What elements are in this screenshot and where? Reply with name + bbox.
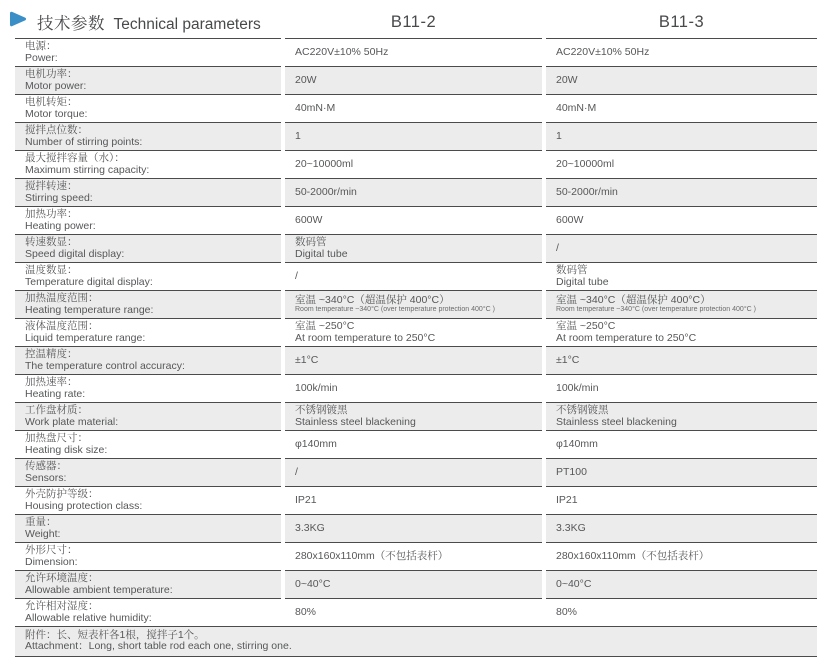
- param-label-en: Heating disk size:: [25, 443, 108, 456]
- value-line: Room temperature ~340°C (over temperature protection 400°C ): [295, 306, 495, 314]
- param-label-zh: 传感器：: [25, 460, 67, 472]
- value-cell-b11-2: [285, 458, 542, 486]
- value-cell-b11-2: [285, 206, 542, 234]
- value-line: 20~10000ml: [556, 157, 615, 170]
- value-cell-b11-2: [285, 402, 542, 430]
- value-line: 40mN·M: [556, 101, 597, 114]
- param-label-en: Housing protection class:: [25, 499, 143, 512]
- param-label-en: Temperature digital display:: [25, 275, 153, 288]
- value-cell-b11-3: [546, 402, 817, 430]
- param-label-zh: 最大搅拌容量（水）：: [25, 152, 125, 164]
- value-line: 室温 ~250°C: [556, 320, 616, 332]
- value-line: 20W: [295, 73, 317, 86]
- value-line: IP21: [295, 493, 317, 506]
- value-line: 1: [556, 129, 562, 142]
- value-line: 0~40°C: [556, 577, 592, 590]
- param-label-cell: [15, 598, 281, 626]
- value-line: 20~10000ml: [295, 157, 354, 170]
- value-line: φ140mm: [556, 437, 598, 450]
- section-title: [15, 10, 281, 34]
- param-label-en: Motor torque:: [25, 107, 88, 120]
- value-line: 3.3KG: [295, 521, 325, 534]
- value-line: Room temperature ~340°C (over temperature protection 400°C ): [556, 306, 756, 314]
- value-line: 数码管: [295, 236, 327, 248]
- value-line: 室温 ~340°C（超温保护 400°C）: [295, 293, 450, 306]
- param-label-en: Allowable ambient temperature:: [25, 583, 173, 596]
- value-cell-b11-2: [285, 542, 542, 570]
- param-label-en: Heating rate:: [25, 387, 86, 400]
- value-cell-b11-2: [285, 178, 542, 206]
- value-cell-b11-2: [285, 318, 542, 346]
- value-line: 1: [295, 129, 301, 142]
- value-cell-b11-2: [285, 570, 542, 598]
- param-label-en: Liquid temperature range:: [25, 331, 146, 344]
- param-label-en: Weight:: [25, 527, 61, 540]
- param-label-en: Motor power:: [25, 79, 87, 92]
- value-line: At room temperature to 250°C: [556, 331, 697, 344]
- param-label-en: Speed digital display:: [25, 247, 125, 260]
- value-cell-b11-2: [285, 122, 542, 150]
- value-line: 100k/min: [556, 381, 599, 394]
- value-line: 80%: [295, 605, 317, 618]
- param-label-zh: 转速数显：: [25, 236, 78, 248]
- param-label-cell: [15, 94, 281, 122]
- value-cell-b11-3: [546, 290, 817, 318]
- value-cell-b11-3: [546, 374, 817, 402]
- section-title-zh: 技术参数: [37, 15, 105, 33]
- param-label-en: Dimension:: [25, 555, 78, 568]
- param-label-zh: 允许相对湿度：: [25, 600, 99, 612]
- value-line: 室温 ~340°C（超温保护 400°C）: [556, 293, 711, 306]
- param-label-cell: [15, 122, 281, 150]
- param-label-cell: [15, 458, 281, 486]
- value-cell-b11-3: [546, 66, 817, 94]
- param-label-cell: [15, 178, 281, 206]
- param-label-zh: 电机转矩：: [25, 96, 78, 108]
- value-cell-b11-3: [546, 486, 817, 514]
- value-cell-b11-2: [285, 290, 542, 318]
- param-label-zh: 允许环境温度：: [25, 572, 99, 584]
- param-label-en: The temperature control accuracy:: [25, 359, 185, 372]
- param-label-cell: [15, 486, 281, 514]
- value-cell-b11-3: [546, 458, 817, 486]
- value-cell-b11-3: [546, 122, 817, 150]
- param-label-zh: 工作盘材质：: [25, 404, 88, 416]
- param-label-cell: [15, 514, 281, 542]
- value-cell-b11-3: [546, 430, 817, 458]
- value-cell-b11-2: [285, 486, 542, 514]
- value-cell-b11-3: [546, 178, 817, 206]
- value-cell-b11-3: [546, 346, 817, 374]
- value-line: 不锈钢镀黑: [295, 404, 348, 416]
- value-cell-b11-2: [285, 430, 542, 458]
- value-cell-b11-3: [546, 514, 817, 542]
- value-cell-b11-2: [285, 94, 542, 122]
- param-label-zh: 电源：: [25, 40, 57, 52]
- value-line: φ140mm: [295, 437, 337, 450]
- param-label-zh: 外形尺寸：: [25, 544, 78, 556]
- value-cell-b11-3: [546, 38, 817, 66]
- value-cell-b11-2: [285, 66, 542, 94]
- value-line: Stainless steel blackening: [295, 415, 416, 428]
- param-label-cell: [15, 318, 281, 346]
- value-line: ±1°C: [556, 353, 580, 366]
- value-line: 600W: [295, 213, 323, 226]
- value-line: /: [295, 465, 298, 478]
- value-cell-b11-2: [285, 150, 542, 178]
- param-label-zh: 搅拌点位数：: [25, 124, 88, 136]
- value-cell-b11-2: [285, 374, 542, 402]
- value-line: /: [556, 241, 559, 254]
- value-cell-b11-3: [546, 570, 817, 598]
- value-cell-b11-2: [285, 598, 542, 626]
- column-header-b11-3: B11-3: [658, 12, 705, 31]
- play-arrow-icon: [9, 11, 27, 32]
- value-cell-b11-3: [546, 542, 817, 570]
- param-label-en: Number of stirring points:: [25, 135, 143, 148]
- value-line: AC220V±10% 50Hz: [556, 45, 650, 58]
- value-cell-b11-3: [546, 598, 817, 626]
- param-label-zh: 加热速率：: [25, 376, 78, 388]
- value-line: Digital tube: [556, 275, 609, 288]
- value-line: 室温 ~250°C: [295, 320, 355, 332]
- param-label-cell: [15, 402, 281, 430]
- param-label-zh: 电机功率：: [25, 68, 78, 80]
- value-line: 数码管: [556, 264, 588, 276]
- param-label-en: Stirring speed:: [25, 191, 93, 204]
- param-label-cell: [15, 234, 281, 262]
- param-label-cell: [15, 430, 281, 458]
- param-label-zh: 温度数显：: [25, 264, 78, 276]
- param-label-cell: [15, 38, 281, 66]
- param-label-zh: 搅拌转速：: [25, 180, 78, 192]
- param-label-en: Heating power:: [25, 219, 96, 232]
- value-cell-b11-3: [546, 234, 817, 262]
- value-line: AC220V±10% 50Hz: [295, 45, 389, 58]
- value-cell-b11-3: [546, 262, 817, 290]
- param-label-cell: [15, 374, 281, 402]
- value-line: Digital tube: [295, 247, 348, 260]
- section-title-en: Technical parameters: [113, 16, 261, 33]
- param-label-cell: [15, 150, 281, 178]
- value-line: 600W: [556, 213, 584, 226]
- value-cell-b11-2: [285, 346, 542, 374]
- param-label-cell: [15, 346, 281, 374]
- value-line: Stainless steel blackening: [556, 415, 677, 428]
- param-label-en: Heating temperature range:: [25, 303, 154, 316]
- value-line: 50-2000r/min: [556, 185, 618, 198]
- param-label-en: Work plate material:: [25, 415, 119, 428]
- column-header-b11-2: B11-2: [390, 12, 437, 31]
- value-line: 280x160x110mm（不包括表杆）: [556, 549, 710, 562]
- value-cell-b11-3: [546, 318, 817, 346]
- value-cell-b11-2: [285, 514, 542, 542]
- param-label-zh: 重量：: [25, 516, 57, 528]
- value-line: 280x160x110mm（不包括表杆）: [295, 549, 449, 562]
- attachment-zh: 附件：长、短表杆各1根，搅拌子1个。: [25, 628, 205, 641]
- param-label-cell: [15, 542, 281, 570]
- param-label-en: Allowable relative humidity:: [25, 611, 152, 624]
- value-line: 80%: [556, 605, 578, 618]
- param-label-cell: [15, 262, 281, 290]
- param-label-cell: [15, 570, 281, 598]
- value-cell-b11-2: [285, 38, 542, 66]
- value-line: IP21: [556, 493, 578, 506]
- param-label-zh: 加热功率：: [25, 208, 78, 220]
- value-line: 40mN·M: [295, 101, 336, 114]
- param-label-zh: 控温精度：: [25, 348, 78, 360]
- value-line: 50-2000r/min: [295, 185, 357, 198]
- value-line: 100k/min: [295, 381, 338, 394]
- param-label-cell: [15, 66, 281, 94]
- value-line: 不锈钢镀黑: [556, 404, 609, 416]
- param-label-cell: [15, 290, 281, 318]
- value-line: 3.3KG: [556, 521, 586, 534]
- parameters-table: [15, 38, 833, 626]
- value-line: 20W: [556, 73, 578, 86]
- value-line: ±1°C: [295, 353, 319, 366]
- param-label-zh: 加热盘尺寸：: [25, 432, 88, 444]
- value-cell-b11-2: [285, 262, 542, 290]
- param-label-zh: 加热温度范围：: [25, 292, 99, 304]
- attachment-row: [15, 626, 817, 657]
- table-header: [15, 6, 833, 38]
- param-label-en: Power:: [25, 51, 58, 64]
- value-line: 0~40°C: [295, 577, 331, 590]
- param-label-en: Sensors:: [25, 471, 67, 484]
- param-label-zh: 液体温度范围：: [25, 320, 99, 332]
- value-cell-b11-3: [546, 206, 817, 234]
- param-label-cell: [15, 206, 281, 234]
- attachment-en: Attachment：Long, short table rod each one, stirring one.: [25, 640, 292, 652]
- value-cell-b11-2: [285, 234, 542, 262]
- value-line: At room temperature to 250°C: [295, 331, 436, 344]
- value-cell-b11-3: [546, 94, 817, 122]
- value-cell-b11-3: [546, 150, 817, 178]
- value-line: /: [295, 269, 298, 282]
- value-line: PT100: [556, 465, 587, 478]
- param-label-zh: 外壳防护等级：: [25, 488, 99, 500]
- param-label-en: Maximum stirring capacity:: [25, 163, 150, 176]
